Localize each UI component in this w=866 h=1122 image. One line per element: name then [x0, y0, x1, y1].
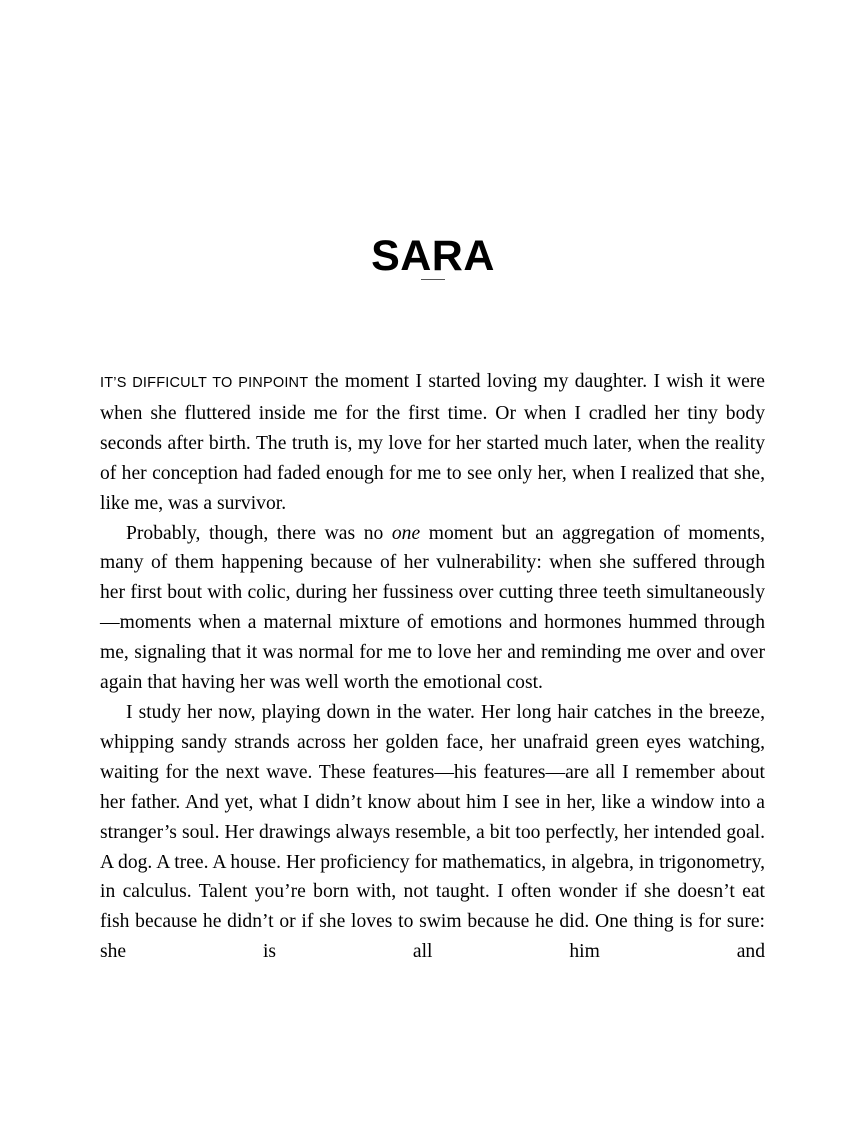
paragraph-2-text-after: moment but an aggregation of moments, many of them happening because of her vulnerability: when she suffered through her first bout with colic, during her fussiness over cutting three teeth simultaneously—moments when a maternal mixture of emotions and hormones hummed through me, signaling that it was normal for me to love her and reminding me over and over again that having her was well worth the emotional cost.	[100, 522, 765, 694]
chapter-title: SARA	[371, 232, 495, 280]
paragraph-3-text: I study her now, playing down in the water. Her long hair catches in the breeze, whipping sandy strands across her golden face, her unafraid green eyes watching, waiting for the next wave. These features—his features—are all I remember about her father. And yet, what I didn’t know about him I see in her, like a window into a stranger’s soul. Her drawings always resemble, a bit too perfectly, her intended goal. A dog. A tree. A house. Her proficiency for mathematics, in algebra, in trigonometry, in calculus. Talent you’re born with, not taught. I often wonder if she doesn’t eat fish because he didn’t or if she loves to swim because he did. One thing is for sure: she is all him and	[100, 701, 765, 963]
opening-small-caps: IT’S DIFFICULT TO PINPOINT	[100, 375, 309, 391]
paragraph-2	[100, 519, 765, 698]
chapter-body	[100, 367, 765, 967]
paragraph-2-emphasis: one	[391, 522, 421, 544]
paragraph-1-text: the moment I started loving my daughter. I wish it were when she fluttered inside me for the first time. Or when I cradled her tiny body seconds after birth. The truth is, my love for her started much later, when the reality of her conception had faded enough for me to see only her, when I realized that she, like me, was a survivor.	[100, 371, 765, 514]
paragraph-3	[100, 698, 765, 967]
paragraph-2-text-before: Probably, though, there was no	[126, 522, 392, 544]
paragraph-1	[100, 367, 765, 519]
title-underline-rule	[421, 279, 445, 280]
